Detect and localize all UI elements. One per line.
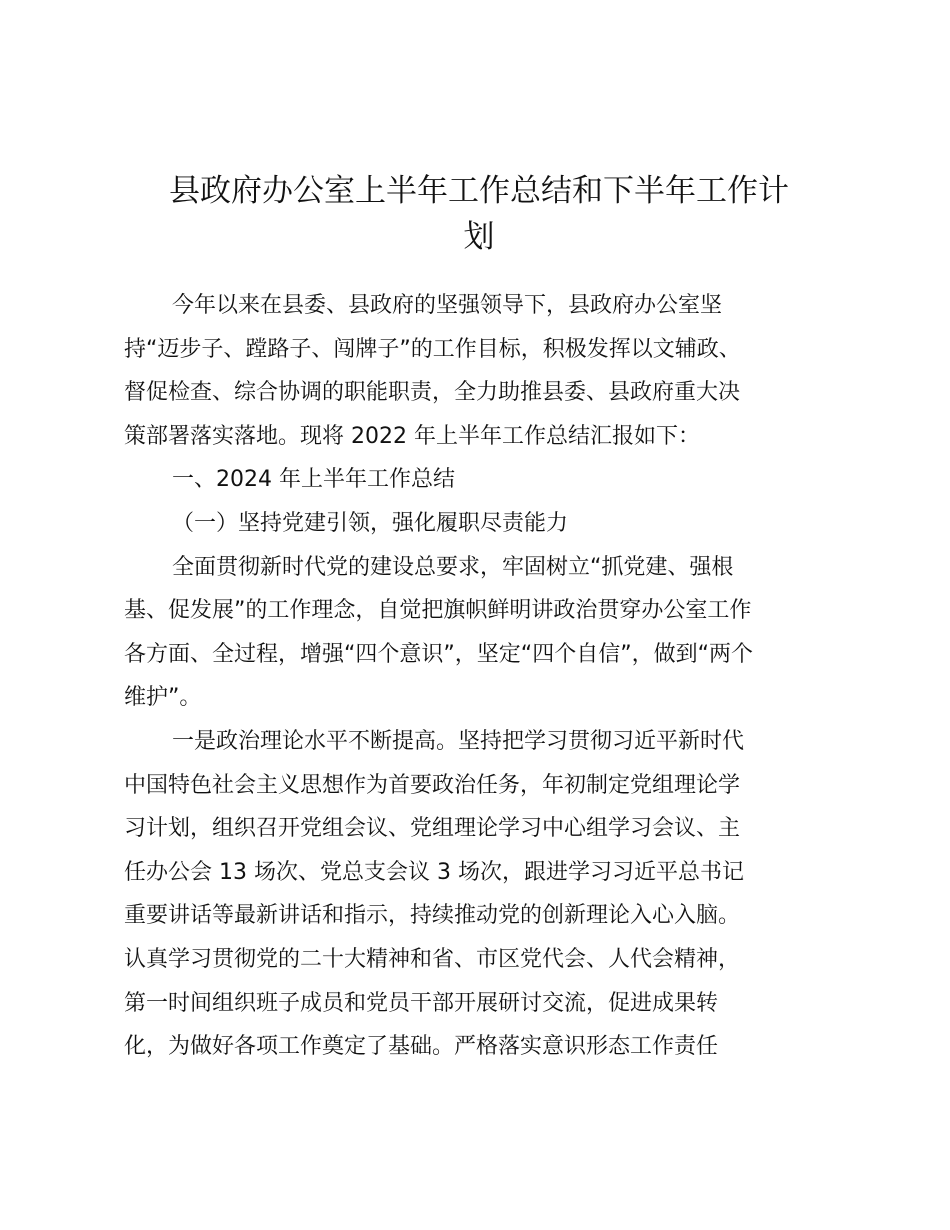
text-line: 策部署落实落地。现将 2022 年上半年工作总结汇报如下： [124, 423, 700, 449]
text-line: 督促检查、综合协调的职能职责，全力助推县委、县政府重大决 [124, 380, 741, 406]
text-line: 重要讲话等最新讲话和指示，持续推动党的创新理论入心入脑。 [124, 903, 741, 929]
text-line: 全面贯彻新时代党的建设总要求，牢固树立“抓党建、强根 [172, 554, 734, 580]
title-line: 县政府办公室上半年工作总结和下半年工作计 [169, 173, 789, 209]
text-line: 一是政治理论水平不断提高。坚持把学习贯彻习近平新时代 [172, 728, 745, 754]
text-line: 认真学习贯彻党的二十大精神和省、市区党代会、人代会精神， [124, 946, 741, 972]
text-line: 基、促发展”的工作理念，自觉把旗帜鲜明讲政治贯穿办公室工作 [124, 598, 752, 624]
text-line: 维护”。 [124, 685, 202, 711]
text-line: 中国特色社会主义思想作为首要政治任务，年初制定党组理论学 [124, 772, 741, 798]
text-line: 各方面、全过程，增强“四个意识”，坚定“四个自信”，做到“两个 [124, 641, 753, 667]
subsection-heading: （一）坚持党建引领，强化履职尽责能力 [172, 510, 569, 536]
text-line: 习计划，组织召开党组会议、党组理论学习中心组学习会议、主 [124, 816, 741, 842]
paragraph-party-building [124, 546, 844, 720]
document-body [124, 284, 844, 1069]
text-line: 今年以来在县委、县政府的坚强领导下，县政府办公室坚 [172, 293, 723, 318]
document-title [124, 168, 834, 260]
section-heading: 一、2024 年上半年工作总结 [172, 467, 455, 493]
text-line: 第一时间组织班子成员和党员干部开展研讨交流，促进成果转 [124, 990, 719, 1016]
text-line: 任办公会 13 场次、党总支会议 3 场次，跟进学习习近平总书记 [124, 859, 744, 885]
intro-paragraph [124, 284, 844, 458]
title-line: 划 [463, 219, 495, 255]
text-line: 化，为做好各项工作奠定了基础。严格落实意识形态工作责任 [124, 1034, 719, 1060]
paragraph-political-theory [124, 720, 844, 1069]
text-line: 持“迈步子、蹚路子、闯牌子”的工作目标，积极发挥以文辅政、 [124, 336, 741, 362]
